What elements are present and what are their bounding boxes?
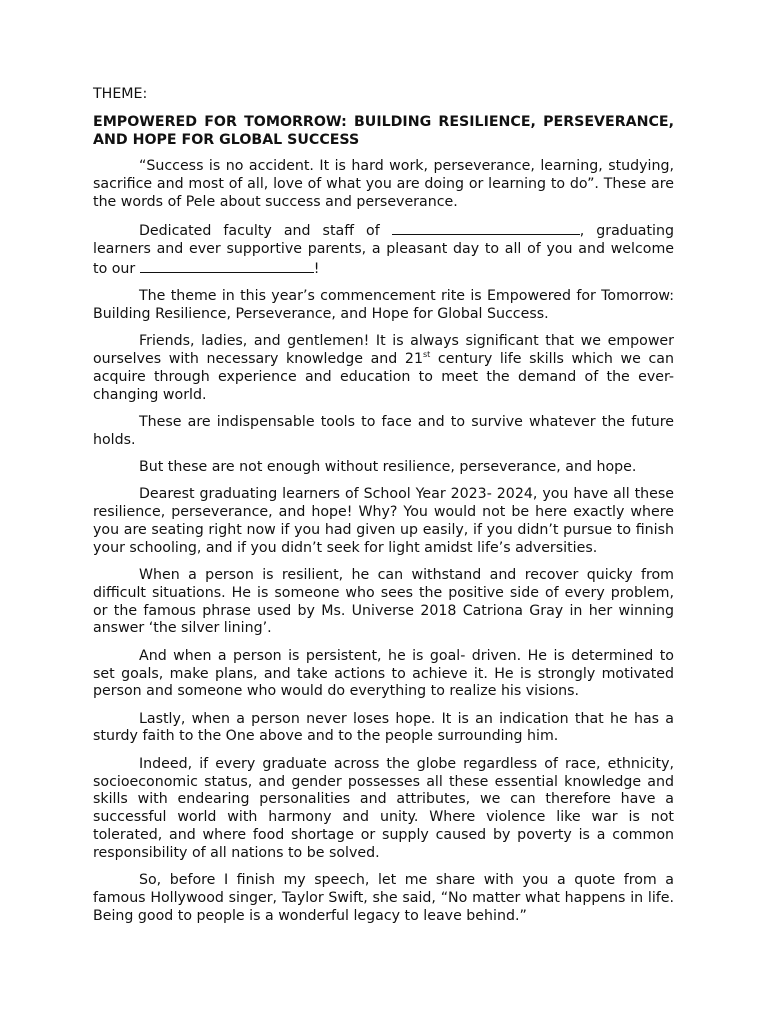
paragraph-persistent: And when a person is persistent, he is goal- driven. He is determined to set goals, make plans, and take actions to achieve it. He is strongly motivated person and someone who would do everything to realize his visions. bbox=[93, 647, 674, 700]
ordinal-superscript: st bbox=[422, 350, 431, 360]
paragraph-hope: Lastly, when a person never loses hope. It is an indication that he has a sturdy faith to the One above and to the people surrounding him. bbox=[93, 710, 674, 745]
greeting-text-c: ! bbox=[313, 260, 320, 277]
school-name-blank bbox=[392, 221, 580, 235]
theme-title: EMPOWERED FOR TOMORROW: BUILDING RESILIENCE, PERSEVERANCE, AND HOPE FOR GLOBAL SUCCESS bbox=[93, 113, 674, 148]
paragraph-graduates: Dearest graduating learners of School Year 2023- 2024, you have all these resilience, perseverance, and hope! Why? You would not be here exactly where you are seating right now if you had given up easily, if you didn’t pursue to finish your schooling, and if you didn’t seek for light amidst life’s adversities. bbox=[93, 486, 674, 556]
event-name-blank bbox=[140, 259, 314, 273]
document-page bbox=[93, 86, 674, 935]
theme-label: THEME: bbox=[93, 86, 148, 102]
greeting-text-a: Dedicated faculty and staff of bbox=[139, 223, 392, 240]
paragraph-skills bbox=[93, 333, 674, 404]
paragraph-global: Indeed, if every graduate across the globe regardless of race, ethnicity, socioeconomic status, and gender possesses all these essential knowledge and skills with endearing personalities and attributes, we can therefore have a successful world with harmony and unity. Where violence like war is not tolerated, and where food shortage or supply caused by poverty is a common responsibility of all nations to be solved. bbox=[93, 755, 674, 861]
paragraph-resilient: When a person is resilient, he can withstand and recover quicky from difficult situations. He is someone who sees the positive side of every problem, or the famous phrase used by Ms. Universe 2018 Catriona Gray in her winning answer ‘the silver lining’. bbox=[93, 567, 674, 637]
paragraph-not-enough: But these are not enough without resilience, perseverance, and hope. bbox=[139, 459, 637, 476]
paragraph-closing-quote: So, before I finish my speech, let me share with you a quote from a famous Hollywood singer, Taylor Swift, she said, “No matter what happens in life. Being good to people is a wonderful legacy to leave behind.” bbox=[93, 871, 674, 924]
paragraph-greeting bbox=[93, 221, 674, 278]
paragraph-tools: These are indispensable tools to face and to survive whatever the future holds. bbox=[93, 413, 674, 448]
skills-text-a: Friends, ladies, and gentlemen! It is always significant that we empower ourselves with necessary knowledge and 21 bbox=[93, 333, 674, 368]
paragraph-quote-pele: “Success is no accident. It is hard work, perseverance, learning, studying, sacrifice and most of all, love of what you are doing or learning to do”. These are the words of Pele about success and perseverance. bbox=[93, 158, 674, 210]
greeting-text-b: , graduating learners and ever supportive parents, a pleasant day to all of you and welcome to our bbox=[93, 223, 674, 277]
skills-text-b: century life skills which we can acquire through experience and education to meet the demand of the ever- changing world. bbox=[93, 351, 674, 403]
paragraph-theme: The theme in this year’s commencement rite is Empowered for Tomorrow: Building Resilience, Perseverance, and Hope for Global Success. bbox=[93, 288, 674, 322]
